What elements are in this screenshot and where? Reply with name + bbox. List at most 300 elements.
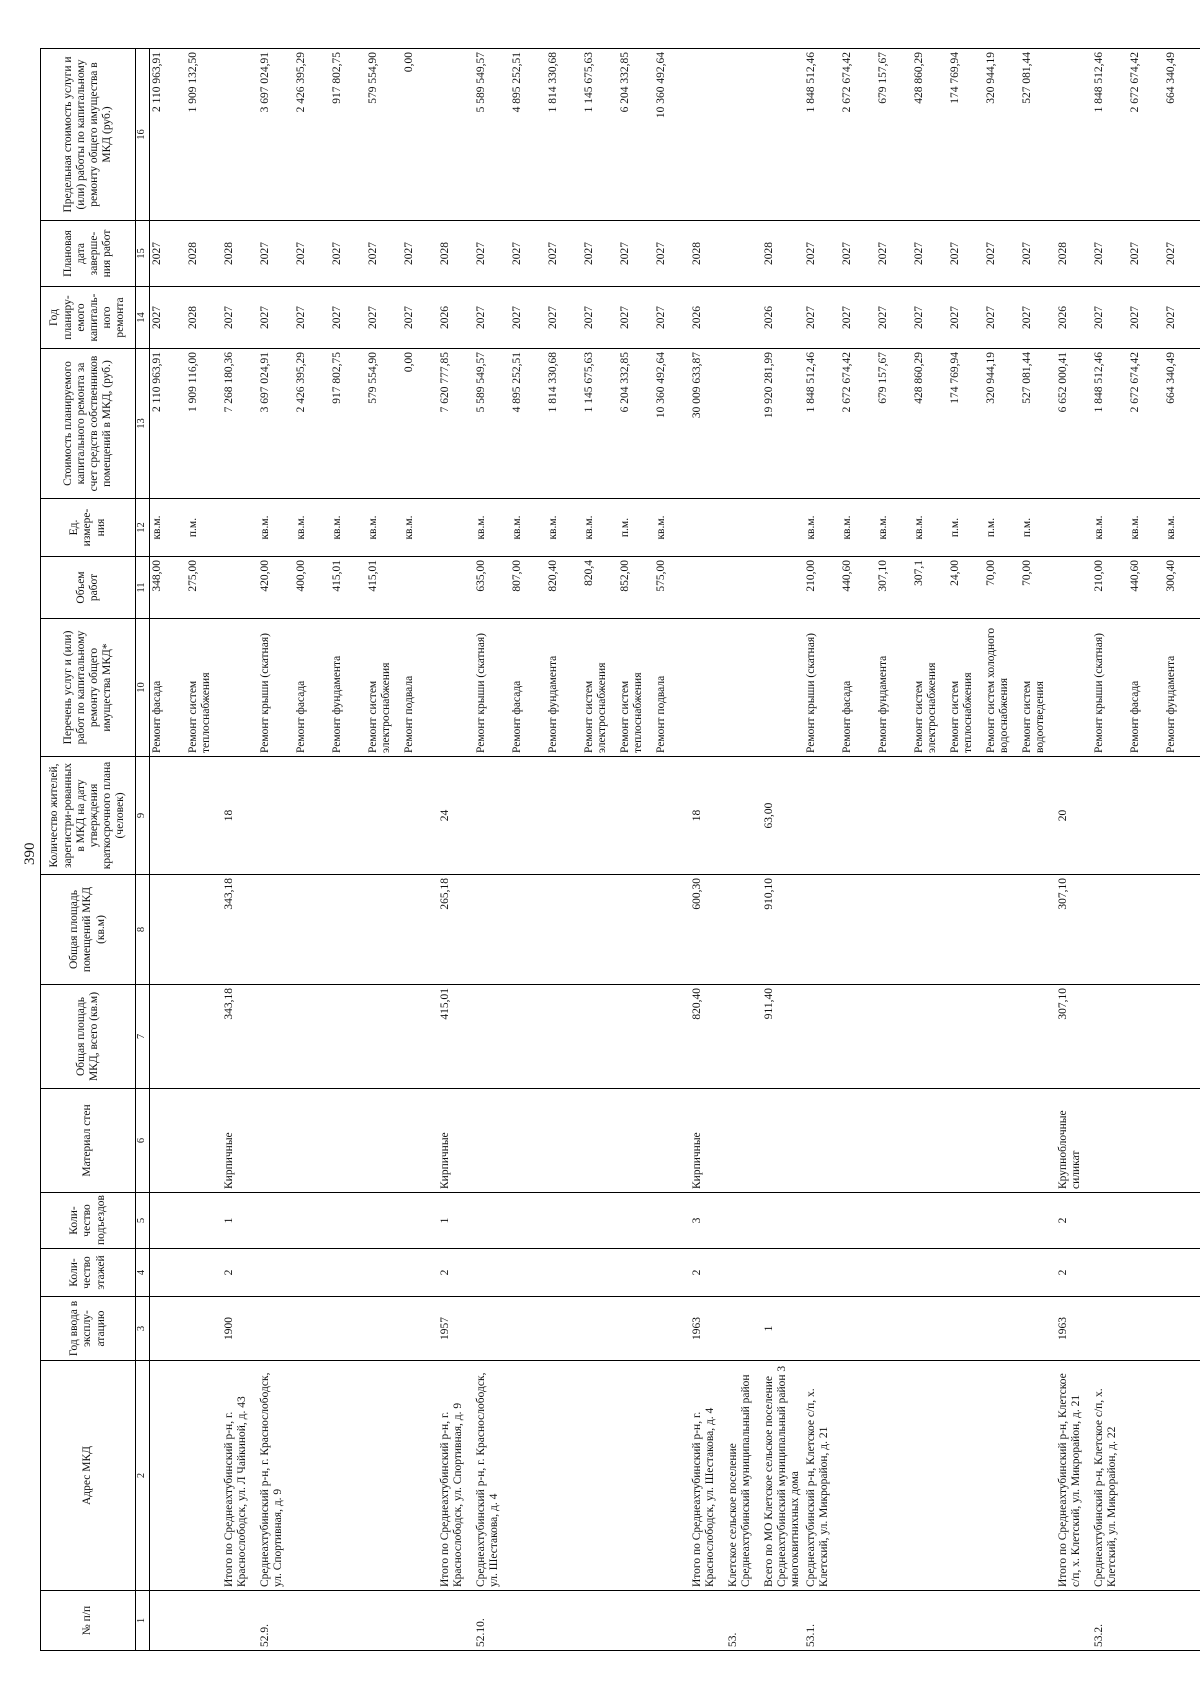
table-cell: 2027 xyxy=(1128,287,1164,349)
table-cell xyxy=(1092,757,1128,875)
table-cell xyxy=(186,1193,222,1249)
table-cell: 2028 xyxy=(762,221,804,287)
table-cell: 24,00 xyxy=(948,557,984,619)
table-cell: 1 909 116,00 xyxy=(186,349,222,499)
table-cell xyxy=(1164,1193,1200,1249)
table-cell xyxy=(840,1089,876,1193)
table-cell xyxy=(258,1249,294,1297)
table-cell: 320 944,19 xyxy=(984,349,1020,499)
table-cell: 52.9. xyxy=(258,1591,294,1651)
table-cell xyxy=(1164,985,1200,1089)
table-cell xyxy=(1092,1193,1128,1249)
table-cell: 2026 xyxy=(438,287,474,349)
table-cell: 2027 xyxy=(474,287,510,349)
column-number: 1 xyxy=(136,1591,150,1651)
table-cell xyxy=(984,757,1020,875)
table-cell xyxy=(654,1089,690,1193)
table-cell xyxy=(258,985,294,1089)
capital-repair-table xyxy=(40,48,1200,1651)
table-cell: 917 802,75 xyxy=(330,349,366,499)
table-cell: кв.м. xyxy=(546,499,582,557)
table-cell: 2027 xyxy=(840,287,876,349)
table-cell xyxy=(474,985,510,1089)
table-cell xyxy=(1056,557,1092,619)
table-cell xyxy=(1020,875,1056,985)
table-cell xyxy=(1128,1591,1164,1651)
table-cell: 2 xyxy=(222,1249,258,1297)
table-cell: 2027 xyxy=(1020,221,1056,287)
table-cell xyxy=(1020,1249,1056,1297)
table-cell xyxy=(258,1089,294,1193)
table-cell xyxy=(654,1297,690,1361)
table-cell xyxy=(546,1089,582,1193)
table-cell: 2 110 963,91 xyxy=(150,49,187,221)
table-cell xyxy=(948,1249,984,1297)
table-cell xyxy=(1164,1297,1200,1361)
table-cell: 2027 xyxy=(150,221,187,287)
table-cell: кв.м. xyxy=(912,499,948,557)
column-number: 10 xyxy=(136,619,150,757)
table-cell xyxy=(912,757,948,875)
table-cell: кв.м. xyxy=(1128,499,1164,557)
table-body xyxy=(150,49,1200,1651)
table-cell: кв.м. xyxy=(330,499,366,557)
table-cell xyxy=(840,985,876,1089)
table-cell xyxy=(402,1089,438,1193)
table-cell: п.м. xyxy=(948,499,984,557)
table-cell xyxy=(876,757,912,875)
table-cell xyxy=(984,1591,1020,1651)
table-cell: 2027 xyxy=(876,221,912,287)
table-cell: 527 081,44 xyxy=(1020,349,1056,499)
table-cell xyxy=(582,1297,618,1361)
table-cell: 5 589 549,57 xyxy=(474,49,510,221)
table-cell xyxy=(876,1591,912,1651)
table-cell: 10 360 492,64 xyxy=(654,349,690,499)
table-cell: 63,00 xyxy=(762,757,804,875)
table-cell xyxy=(912,1361,948,1591)
table-cell: 265,18 xyxy=(438,875,474,985)
table-cell: Ремонт систем электроснабжения xyxy=(912,619,948,757)
table-cell xyxy=(294,1089,330,1193)
table-cell: Ремонт крыши (скатная) xyxy=(474,619,510,757)
table-cell: 428 860,29 xyxy=(912,349,948,499)
table-cell: кв.м. xyxy=(1164,499,1200,557)
table-cell: 2027 xyxy=(402,287,438,349)
table-cell: 2 xyxy=(1056,1193,1092,1249)
column-number: 12 xyxy=(136,499,150,557)
table-cell: 18 xyxy=(222,757,258,875)
column-number: 7 xyxy=(136,985,150,1089)
table-cell xyxy=(366,1193,402,1249)
table-cell xyxy=(330,985,366,1089)
table-cell xyxy=(294,1361,330,1591)
table-cell xyxy=(474,1249,510,1297)
table-cell xyxy=(438,49,474,221)
table-row xyxy=(186,49,222,1651)
table-cell xyxy=(186,1591,222,1651)
table-cell xyxy=(438,619,474,757)
table-cell xyxy=(474,1297,510,1361)
table-cell: 2027 xyxy=(510,221,546,287)
table-cell: кв.м. xyxy=(654,499,690,557)
table-cell: 2 426 395,29 xyxy=(294,349,330,499)
table-cell xyxy=(762,557,804,619)
table-cell: 679 157,67 xyxy=(876,349,912,499)
table-cell: 1 145 675,63 xyxy=(582,49,618,221)
column-number: 2 xyxy=(136,1361,150,1591)
table-cell: 820,40 xyxy=(690,985,726,1089)
table-cell: 320 944,19 xyxy=(984,49,1020,221)
table-cell: Ремонт подвала xyxy=(654,619,690,757)
table-cell: 2028 xyxy=(186,287,222,349)
table-cell xyxy=(150,1249,187,1297)
table-cell: 2027 xyxy=(258,221,294,287)
table-cell: кв.м. xyxy=(294,499,330,557)
table-cell: 307,10 xyxy=(876,557,912,619)
table-cell: кв.м. xyxy=(510,499,546,557)
table-cell: 348,00 xyxy=(150,557,187,619)
table-cell xyxy=(912,875,948,985)
table-row xyxy=(1020,49,1056,1651)
table-cell: 820,4 xyxy=(582,557,618,619)
table-cell: Ремонт систем электроснабжения xyxy=(582,619,618,757)
table-cell xyxy=(1092,1089,1128,1193)
table-cell xyxy=(366,985,402,1089)
table-cell xyxy=(984,1193,1020,1249)
table-row xyxy=(330,49,366,1651)
table-cell xyxy=(474,757,510,875)
table-cell: 2028 xyxy=(438,221,474,287)
table-cell xyxy=(690,49,726,221)
table-cell: 2026 xyxy=(690,287,726,349)
table-cell: 2027 xyxy=(546,287,582,349)
table-cell xyxy=(876,1297,912,1361)
table-cell xyxy=(150,757,187,875)
column-header: Общая площадь помещений МКД (кв.м) xyxy=(41,875,136,985)
column-header: Ед. измере-ния xyxy=(41,499,136,557)
column-header: Адрес МКД xyxy=(41,1361,136,1591)
table-cell xyxy=(726,221,762,287)
table-cell xyxy=(912,1249,948,1297)
table-cell xyxy=(840,1193,876,1249)
column-number: 13 xyxy=(136,349,150,499)
column-header: Коли-чество подъездов xyxy=(41,1193,136,1249)
table-cell: Ремонт систем теплоснабжения xyxy=(948,619,984,757)
table-cell: 343,18 xyxy=(222,985,258,1089)
table-cell: Кирпичные xyxy=(222,1089,258,1193)
table-cell: кв.м. xyxy=(402,499,438,557)
table-cell xyxy=(762,499,804,557)
table-cell xyxy=(330,1297,366,1361)
table-cell: 917 802,75 xyxy=(330,49,366,221)
table-cell: 2028 xyxy=(222,221,258,287)
table-cell: 70,00 xyxy=(1020,557,1056,619)
table-cell xyxy=(546,1249,582,1297)
table-cell xyxy=(804,1297,840,1361)
table-cell: 4 895 252,51 xyxy=(510,349,546,499)
table-cell xyxy=(150,1297,187,1361)
column-number: 16 xyxy=(136,49,150,221)
column-number: 8 xyxy=(136,875,150,985)
table-cell: 2027 xyxy=(1164,287,1200,349)
table-cell: 5 589 549,57 xyxy=(474,349,510,499)
table-cell xyxy=(582,1249,618,1297)
table-cell xyxy=(150,1591,187,1651)
table-cell: 910,10 xyxy=(762,875,804,985)
table-cell: 579 554,90 xyxy=(366,349,402,499)
table-cell xyxy=(1164,1089,1200,1193)
table-cell xyxy=(582,1361,618,1591)
table-cell: 53.1. xyxy=(804,1591,840,1651)
table-cell: 10 360 492,64 xyxy=(654,49,690,221)
table-cell xyxy=(546,757,582,875)
table-cell xyxy=(546,875,582,985)
table-cell: 6 204 332,85 xyxy=(618,49,654,221)
table-cell xyxy=(582,1089,618,1193)
table-cell: Ремонт фундамента xyxy=(330,619,366,757)
table-cell: Итого по Среднеахтубинский р-н, г. Краснослободск, ул. Л Чайкиной, д. 43 xyxy=(222,1361,258,1591)
table-cell: 3 697 024,91 xyxy=(258,49,294,221)
table-cell: 420,00 xyxy=(258,557,294,619)
column-number: 6 xyxy=(136,1089,150,1193)
table-cell: 3 697 024,91 xyxy=(258,349,294,499)
table-cell: 1 848 512,46 xyxy=(804,349,840,499)
table-cell xyxy=(762,1591,804,1651)
table-cell xyxy=(618,1297,654,1361)
table-cell xyxy=(1164,1249,1200,1297)
table-cell: 2027 xyxy=(984,287,1020,349)
table-cell: кв.м. xyxy=(804,499,840,557)
table-cell: 2027 xyxy=(222,287,258,349)
table-cell xyxy=(804,1249,840,1297)
table-cell xyxy=(726,1297,762,1361)
table-row xyxy=(984,49,1020,1651)
table-cell xyxy=(510,1193,546,1249)
table-cell: Ремонт крыши (скатная) xyxy=(1092,619,1128,757)
table-cell xyxy=(1092,1249,1128,1297)
table-cell xyxy=(726,49,762,221)
table-cell xyxy=(402,1297,438,1361)
table-cell: 53. xyxy=(726,1591,762,1651)
table-row xyxy=(876,49,912,1651)
table-cell xyxy=(804,985,840,1089)
column-header: Стоимость планируемого капитального ремонта за счет средств собственников помещений в МКД, (руб.) xyxy=(41,349,136,499)
table-cell xyxy=(186,1089,222,1193)
table-cell xyxy=(1128,875,1164,985)
table-cell xyxy=(654,757,690,875)
table-cell xyxy=(546,1297,582,1361)
column-header: Предельная стоимость услуги и (или) работы по капитальному ремонту общего имущества в МКД (руб.) xyxy=(41,49,136,221)
table-cell: Ремонт систем водоотведения xyxy=(1020,619,1056,757)
table-cell: 415,01 xyxy=(330,557,366,619)
table-cell: 400,00 xyxy=(294,557,330,619)
table-cell: кв.м. xyxy=(840,499,876,557)
table-cell xyxy=(984,985,1020,1089)
table-cell: п.м. xyxy=(618,499,654,557)
table-cell: кв.м. xyxy=(582,499,618,557)
table-cell xyxy=(258,757,294,875)
table-cell xyxy=(1020,757,1056,875)
table-cell: Ремонт фасада xyxy=(1128,619,1164,757)
table-cell xyxy=(762,1089,804,1193)
table-cell xyxy=(762,1249,804,1297)
table-cell xyxy=(840,1591,876,1651)
table-cell: 20 xyxy=(1056,757,1092,875)
table-cell: 300,40 xyxy=(1164,557,1200,619)
table-cell: 2027 xyxy=(840,221,876,287)
table-cell xyxy=(582,757,618,875)
table-cell xyxy=(294,875,330,985)
column-number: 9 xyxy=(136,757,150,875)
table-cell: 575,00 xyxy=(654,557,690,619)
table-row xyxy=(402,49,438,1651)
table-cell xyxy=(876,1089,912,1193)
column-number: 4 xyxy=(136,1249,150,1297)
table-cell: 2027 xyxy=(582,221,618,287)
table-cell xyxy=(618,757,654,875)
table-cell xyxy=(402,757,438,875)
table-cell xyxy=(510,1297,546,1361)
table-cell xyxy=(510,1089,546,1193)
header-row xyxy=(41,49,136,1651)
table-cell xyxy=(1164,875,1200,985)
table-cell: 7 620 777,85 xyxy=(438,349,474,499)
table-cell: 6 204 332,85 xyxy=(618,349,654,499)
table-cell: 0,00 xyxy=(402,349,438,499)
table-cell: 2027 xyxy=(654,221,690,287)
table-cell: 1963 xyxy=(1056,1297,1092,1361)
table-cell: 1 909 132,50 xyxy=(186,49,222,221)
table-cell xyxy=(1128,1089,1164,1193)
table-cell xyxy=(1020,1089,1056,1193)
table-cell xyxy=(804,1089,840,1193)
table-cell: 6 652 000,41 xyxy=(1056,349,1092,499)
table-cell: Итого по Среднеахтубинский р-н, г. Краснослободск, ул. Спортивная, д. 9 xyxy=(438,1361,474,1591)
table-cell xyxy=(726,557,762,619)
table-cell: Клетское сельское поселение Среднеахтубинский муниципальный район xyxy=(726,1361,762,1591)
table-cell xyxy=(186,875,222,985)
table-cell: 1900 xyxy=(222,1297,258,1361)
table-cell xyxy=(804,875,840,985)
table-cell xyxy=(366,1089,402,1193)
table-cell xyxy=(1056,499,1092,557)
table-cell: Ремонт систем холодного водоснабжения xyxy=(984,619,1020,757)
table-cell xyxy=(1128,757,1164,875)
table-cell xyxy=(726,349,762,499)
table-cell: 579 554,90 xyxy=(366,49,402,221)
table-row xyxy=(222,49,258,1651)
table-row xyxy=(258,49,294,1651)
table-cell: 2027 xyxy=(582,287,618,349)
table-cell xyxy=(948,757,984,875)
table-row xyxy=(1056,49,1092,1651)
column-number: 11 xyxy=(136,557,150,619)
table-cell xyxy=(330,1193,366,1249)
column-number: 5 xyxy=(136,1193,150,1249)
table-cell xyxy=(690,499,726,557)
table-cell xyxy=(726,985,762,1089)
table-cell: Среднеахтубинский р-н, Клетское с/п, х. Клетский, ул. Микрорайон, д. 21 xyxy=(804,1361,840,1591)
table-cell xyxy=(1020,1297,1056,1361)
table-cell: 307,10 xyxy=(1056,985,1092,1089)
table-cell: 2027 xyxy=(294,221,330,287)
table-cell xyxy=(618,875,654,985)
table-cell xyxy=(294,1249,330,1297)
table-cell xyxy=(150,985,187,1089)
table-cell xyxy=(510,1249,546,1297)
table-row xyxy=(474,49,510,1651)
table-cell xyxy=(984,1297,1020,1361)
table-cell: 2027 xyxy=(150,287,187,349)
table-cell: 679 157,67 xyxy=(876,49,912,221)
table-cell xyxy=(546,985,582,1089)
table-cell: Ремонт крыши (скатная) xyxy=(804,619,840,757)
table-cell: Ремонт фасада xyxy=(294,619,330,757)
table-cell xyxy=(474,1193,510,1249)
table-cell xyxy=(762,49,804,221)
table-cell: 2027 xyxy=(366,221,402,287)
table-cell: 1957 xyxy=(438,1297,474,1361)
table-cell xyxy=(186,1361,222,1591)
table-row xyxy=(912,49,948,1651)
table-cell: кв.м. xyxy=(1092,499,1128,557)
table-cell xyxy=(948,1089,984,1193)
table-cell: 2 672 674,42 xyxy=(840,49,876,221)
table-cell xyxy=(726,1249,762,1297)
table-cell: 4 895 252,51 xyxy=(510,49,546,221)
table-cell: 2027 xyxy=(294,287,330,349)
table-cell: 2028 xyxy=(1056,221,1092,287)
table-cell: Ремонт крыши (скатная) xyxy=(258,619,294,757)
table-cell: 635,00 xyxy=(474,557,510,619)
table-cell: 1 814 330,68 xyxy=(546,49,582,221)
table-row xyxy=(294,49,330,1651)
column-number: 15 xyxy=(136,221,150,287)
table-cell xyxy=(1092,985,1128,1089)
table-cell xyxy=(1092,1297,1128,1361)
table-cell xyxy=(294,1193,330,1249)
table-cell xyxy=(258,875,294,985)
table-cell xyxy=(186,1297,222,1361)
table-cell: 2027 xyxy=(1092,221,1128,287)
table-cell: Кирпичные xyxy=(690,1089,726,1193)
table-row xyxy=(366,49,402,1651)
table-cell xyxy=(402,1193,438,1249)
table-cell: 2 672 674,42 xyxy=(840,349,876,499)
table-cell xyxy=(366,757,402,875)
table-cell xyxy=(222,1591,258,1651)
table-cell: 2027 xyxy=(1020,287,1056,349)
table-cell xyxy=(582,1193,618,1249)
table-cell: 2027 xyxy=(618,287,654,349)
table-cell: 7 268 180,36 xyxy=(222,349,258,499)
table-cell: 2027 xyxy=(258,287,294,349)
table-cell xyxy=(618,1249,654,1297)
table-cell xyxy=(912,1089,948,1193)
column-header: Год планиру-емого капиталь-ного ремонта xyxy=(41,287,136,349)
table-cell xyxy=(876,875,912,985)
table-row xyxy=(840,49,876,1651)
table-cell: п.м. xyxy=(984,499,1020,557)
table-cell xyxy=(912,1193,948,1249)
table-cell xyxy=(840,757,876,875)
table-cell xyxy=(984,875,1020,985)
table-cell xyxy=(840,875,876,985)
table-cell xyxy=(1020,1591,1056,1651)
table-cell: 2027 xyxy=(984,221,1020,287)
table-cell xyxy=(1128,1193,1164,1249)
